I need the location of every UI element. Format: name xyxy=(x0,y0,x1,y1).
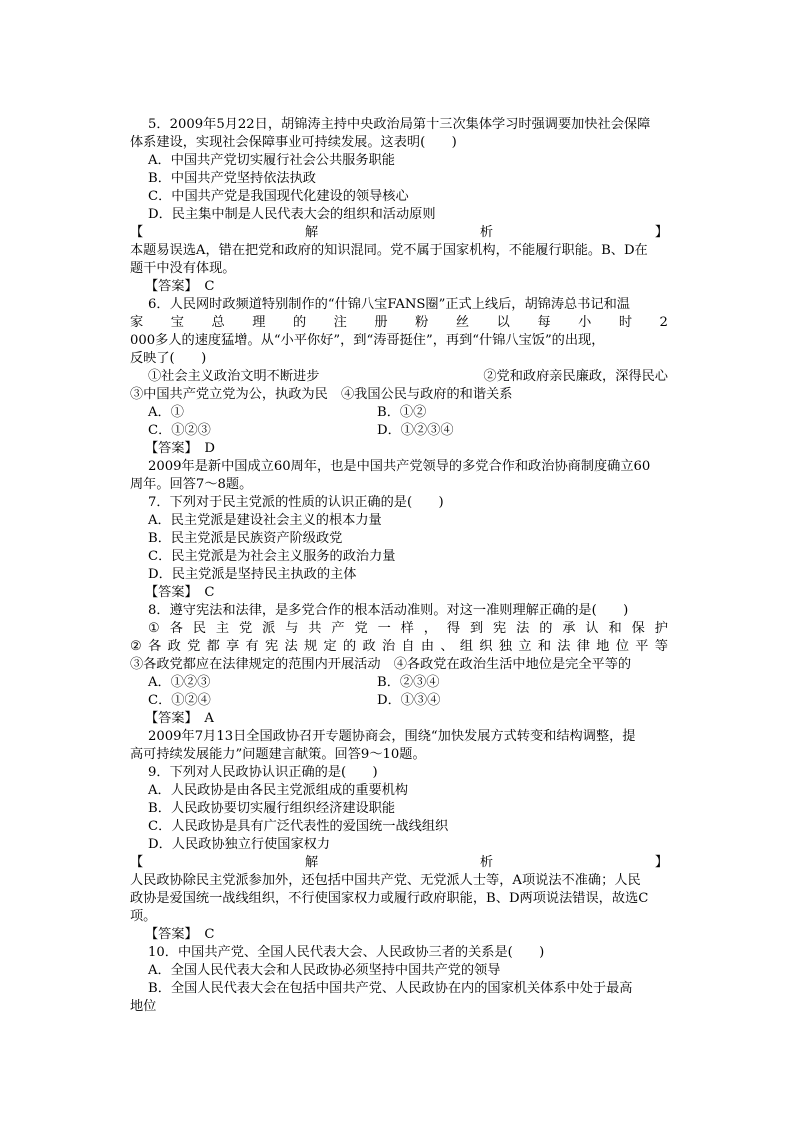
text-segment: 2 xyxy=(659,315,668,330)
justified-line xyxy=(148,620,668,638)
text-glyph: 政 xyxy=(362,639,376,654)
text-line: 本题易误选A，错在把党和政府的知识混同。党不属于国家机构，不能履行职能。B、D在 xyxy=(130,243,648,258)
text-line: 000多人的速度猛增。从“小平你好”，到“涛哥挺住”，再到“什锦八宝饭”的出现， xyxy=(130,333,605,348)
text-glyph: 宪 xyxy=(493,621,507,636)
text-glyph: 政 xyxy=(167,639,181,654)
text-glyph: 地 xyxy=(596,639,610,654)
text-line: 9．下列对人民政协认识正确的是( ) xyxy=(148,765,378,780)
text-line: 6．人民网时政频道特别制作的“什锦八宝FANS圈”正式上线后，胡锦涛总书记和温 xyxy=(148,297,630,312)
text-line: A．民主党派是建设社会主义的根本力量 xyxy=(148,513,382,528)
option-right: D．①②③④ xyxy=(377,423,454,438)
option-left: A．① xyxy=(148,405,184,420)
text-line: A．中国共产党切实履行社会公共服务职能 xyxy=(148,153,395,168)
text-glyph: 保 xyxy=(631,621,645,636)
text-glyph: 样 xyxy=(400,621,414,636)
text-glyph: 民 xyxy=(192,621,207,636)
text-glyph: 派 xyxy=(262,621,276,636)
text-line: 高可持续发展能力”问题建言献策。回答9～10题。 xyxy=(130,747,426,762)
text-segment: 析 xyxy=(479,855,494,870)
text-segment: 【 xyxy=(130,225,144,240)
text-line: 题干中没有体现。 xyxy=(130,261,236,276)
text-line: 【答案】 D xyxy=(145,441,215,456)
text-glyph: 认 xyxy=(585,621,599,636)
text-glyph: 平 xyxy=(635,639,649,654)
text-glyph: 由 xyxy=(420,639,435,654)
text-glyph: 治 xyxy=(381,639,396,654)
text-line: B．全国人民代表大会在包括中国共产党、人民政协在内的国家机关体系中处于最高 xyxy=(148,981,633,996)
option-left: C．①②③ xyxy=(148,423,211,438)
text-line: 5．2009年5月22日，胡锦涛主持中央政治局第十三次集体学习时强调要加快社会保障 xyxy=(148,117,651,132)
text-segment: ①社会主义政治文明不断进步 xyxy=(148,369,320,384)
text-segment: 宝 xyxy=(170,315,184,330)
text-glyph: 组 xyxy=(459,639,474,654)
text-segment: 解 xyxy=(304,855,319,870)
text-segment: 册 xyxy=(374,315,388,330)
option-right: B．①② xyxy=(377,405,427,420)
text-glyph: 共 xyxy=(308,621,322,636)
text-glyph: 各 xyxy=(148,639,162,654)
text-segment: 理 xyxy=(252,315,266,330)
text-line: D．人民政协独立行使国家权力 xyxy=(148,837,331,852)
text-line: B．人民政协要切实履行组织经济建设职能 xyxy=(148,801,396,816)
text-glyph: 一 xyxy=(377,621,391,636)
text-line: 周年。回答7～8题。 xyxy=(130,477,253,492)
text-glyph: 都 xyxy=(206,639,220,654)
text-glyph: 律 xyxy=(576,639,590,654)
text-segment: 】 xyxy=(654,855,668,870)
text-glyph: 党 xyxy=(239,621,253,636)
text-glyph: 法 xyxy=(516,621,530,636)
text-line: B．民主党派是民族资产阶级政党 xyxy=(148,531,343,546)
text-glyph: 党 xyxy=(187,639,201,654)
text-line: 地位 xyxy=(130,999,157,1014)
justified-line xyxy=(130,854,668,872)
text-glyph: 的 xyxy=(342,639,357,654)
text-glyph: 产 xyxy=(331,621,345,636)
text-glyph: 享 xyxy=(226,639,240,654)
text-line: 2009年是新中国成立60周年，也是中国共产党领导的多党合作和政治协商制度确立60 xyxy=(148,459,651,474)
text-line: D．民主党派是坚持民主执政的主体 xyxy=(148,567,357,582)
text-line: 2009年7月13日全国政协召开专题协商会，围绕“加快发展方式转变和结构调整，提 xyxy=(148,729,636,744)
text-segment: 【 xyxy=(130,855,144,870)
text-line: C．人民政协是具有广泛代表性的爱国统一战线组织 xyxy=(148,819,449,834)
text-glyph: 位 xyxy=(615,639,629,654)
text-glyph: 的 xyxy=(539,621,553,636)
text-glyph: 有 xyxy=(245,639,259,654)
text-line: 10．中国共产党、全国人民代表大会、人民政协三者的关系是( ) xyxy=(148,945,545,960)
text-glyph: 护 xyxy=(654,621,668,636)
text-segment: 总 xyxy=(211,315,225,330)
text-glyph: 定 xyxy=(323,639,337,654)
text-line: B．中国共产党坚持依法执政 xyxy=(148,171,316,186)
text-glyph: 与 xyxy=(285,621,299,636)
option-left: A．①②③ xyxy=(148,675,211,690)
text-line: 8．遵守宪法和法律，是多党合作的根本活动准则。对这一准则理解正确的是( ) xyxy=(148,603,629,618)
text-line: ③中国共产党立党为公，执政为民 ④我国公民与政府的和谐关系 xyxy=(130,387,513,402)
text-glyph: ， xyxy=(423,621,437,636)
text-glyph: 各 xyxy=(169,621,183,636)
text-line: 体系建设，实现社会保障事业可持续发展。这表明( ) xyxy=(130,135,457,150)
text-glyph: 织 xyxy=(479,639,493,654)
text-segment: 粉 xyxy=(415,315,429,330)
text-glyph: ② xyxy=(130,639,142,654)
text-line: A．全国人民代表大会和人民政协必须坚持中国共产党的领导 xyxy=(148,963,501,978)
justified-line xyxy=(130,638,668,656)
text-glyph: 得 xyxy=(446,621,461,636)
text-glyph: 承 xyxy=(562,621,576,636)
text-segment: 丝 xyxy=(455,315,470,330)
text-line: 【答案】 A xyxy=(145,711,214,726)
text-glyph: 、 xyxy=(440,639,454,654)
text-glyph: 和 xyxy=(537,639,551,654)
text-segment: 以 xyxy=(496,315,510,330)
text-glyph: 规 xyxy=(304,639,318,654)
text-glyph: 党 xyxy=(354,621,368,636)
justified-line xyxy=(148,368,668,386)
justified-line xyxy=(130,224,668,242)
text-line: A．人民政协是由各民主党派组成的重要机构 xyxy=(148,783,409,798)
text-glyph: 自 xyxy=(401,639,415,654)
text-glyph: 到 xyxy=(469,621,484,636)
text-segment: 每 xyxy=(537,315,551,330)
text-glyph: ① xyxy=(148,621,160,636)
text-segment: 家 xyxy=(130,315,144,330)
text-segment: 解 xyxy=(304,225,319,240)
text-line: 人民政协除民主党派参加外，还包括中国共产党、无党派人士等，A项说法不准确；人民 xyxy=(130,873,641,888)
text-glyph: 独 xyxy=(498,639,513,654)
text-segment: 小 xyxy=(578,315,592,330)
justified-line xyxy=(130,314,668,332)
text-glyph: 法 xyxy=(557,639,571,654)
text-line: C．民主党派是为社会主义服务的政治力量 xyxy=(148,549,396,564)
option-right: B．②③④ xyxy=(377,675,440,690)
text-glyph: 法 xyxy=(284,639,298,654)
text-glyph: 立 xyxy=(518,639,532,654)
text-segment: 】 xyxy=(654,225,668,240)
text-line: 【答案】 C xyxy=(145,585,215,600)
text-glyph: 等 xyxy=(654,639,668,654)
text-segment: 注 xyxy=(333,315,347,330)
text-line: 【答案】 C xyxy=(145,927,215,942)
text-line: C．中国共产党是我国现代化建设的领导核心 xyxy=(148,189,409,204)
text-line: 7．下列对于民主党派的性质的认识正确的是( ) xyxy=(148,495,444,510)
text-glyph: 宪 xyxy=(265,639,279,654)
text-line: ③各政党都应在法律规定的范围内开展活动 ④各政党在政治生活中地位是完全平等的 xyxy=(130,657,632,672)
text-glyph: 主 xyxy=(215,621,230,636)
text-segment: ②党和政府亲民廉政，深得民心 xyxy=(483,369,668,384)
option-left: C．①②④ xyxy=(148,693,211,708)
text-line: 政协是爱国统一战线组织，不行使国家权力或履行政府职能，B、D两项说法错误，故选C xyxy=(130,891,649,906)
text-segment: 的 xyxy=(292,315,307,330)
text-glyph: 和 xyxy=(608,621,622,636)
text-line: 反映了( ) xyxy=(130,351,207,366)
text-line: D．民主集中制是人民代表大会的组织和活动原则 xyxy=(148,207,436,222)
text-segment: 析 xyxy=(479,225,494,240)
text-line: 【答案】 C xyxy=(145,279,215,294)
option-right: D．①③④ xyxy=(377,693,441,708)
text-line: 项。 xyxy=(130,909,157,924)
text-segment: 时 xyxy=(618,315,632,330)
